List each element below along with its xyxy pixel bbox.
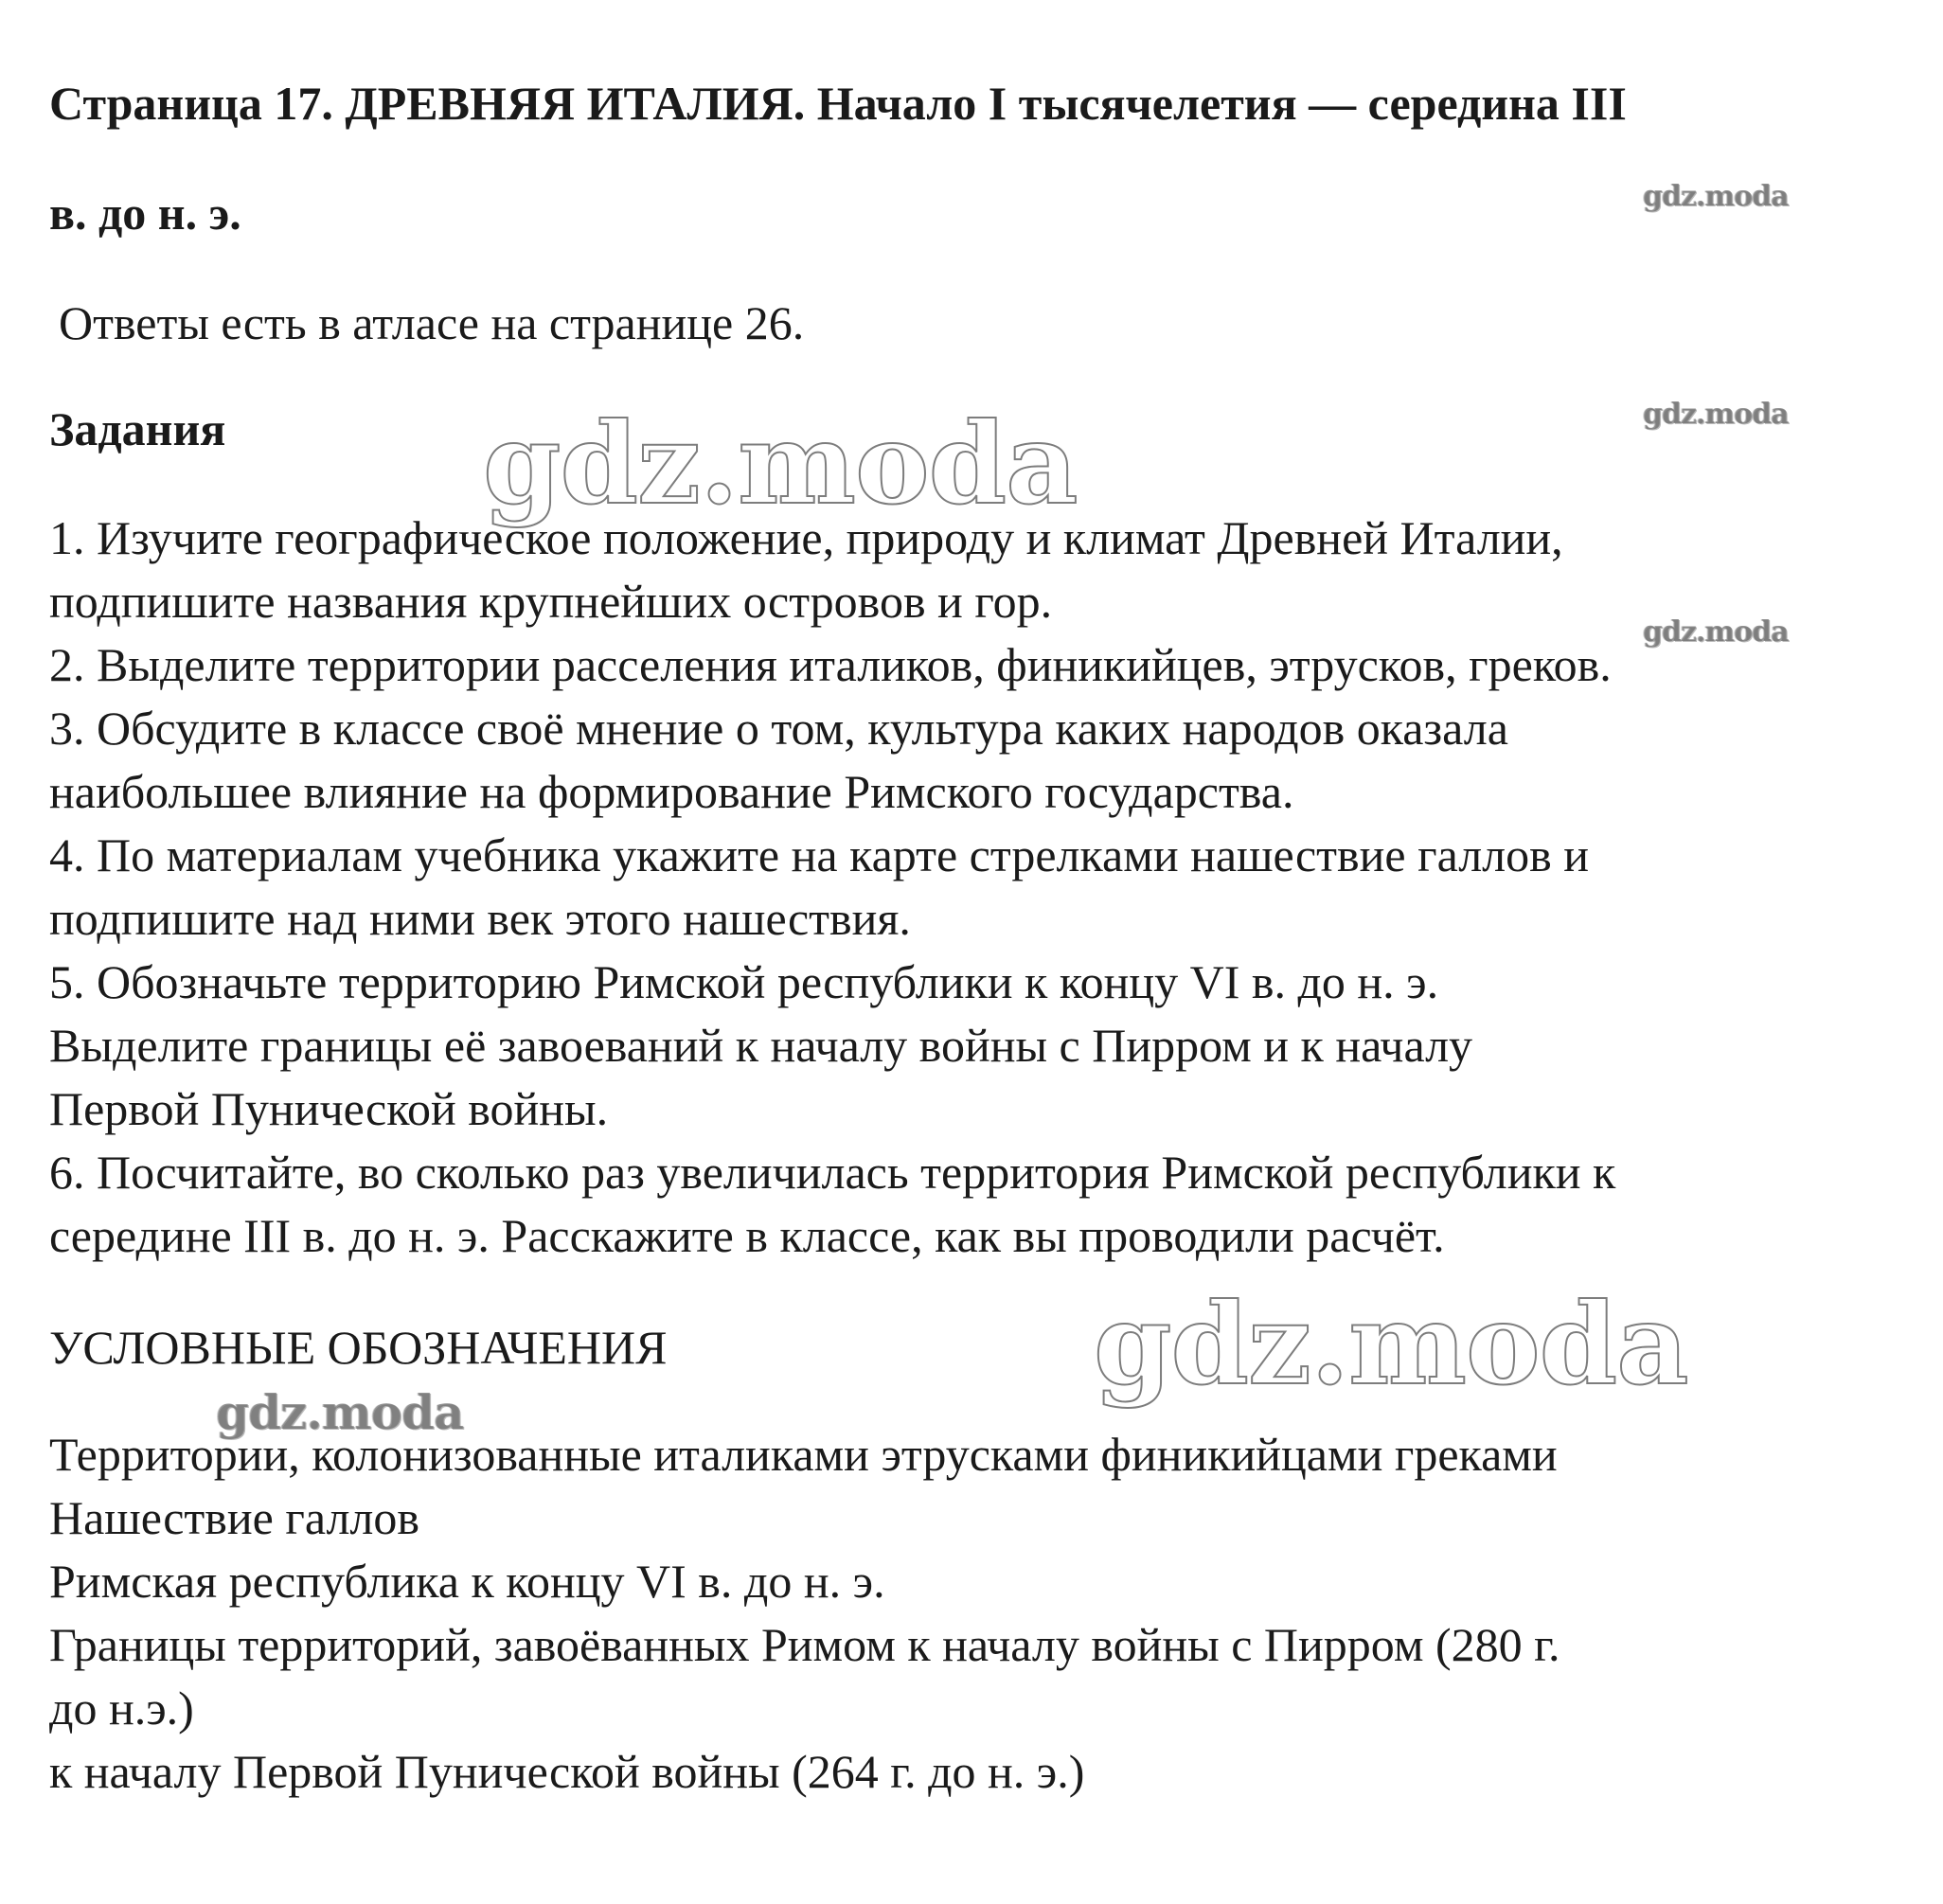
legend-item-punic-war-borders: к началу Первой Пунической войны (264 г. до н. э.)	[49, 1745, 1085, 1798]
task-item-6: 6. Посчитайте, во сколько раз увеличилась территория Римской республики к середине III в. до н. э. Расскажите в классе, как вы проводили расчёт.	[49, 1146, 1616, 1262]
task-item-3: 3. Обсудите в классе своё мнение о том, культура каких народов оказала наибольшее влияние на формирование Римского государства.	[49, 702, 1508, 818]
watermark: gdz.moda	[1643, 398, 1789, 431]
task-item-2: 2. Выделите территории расселения италиков, финикийцев, этрусков, греков.	[49, 638, 1612, 691]
legend-item-territories: Территории, колонизованные италиками этрусками финикийцами греками	[49, 1428, 1558, 1481]
legend-item-roman-republic: Римская республика к концу VI в. до н. э.	[49, 1555, 885, 1608]
task-item-5: 5. Обозначьте территорию Римской республики к концу VI в. до н. э. Выделите границы её завоеваний к началу войны с Пирром и к началу Первой Пунической войны.	[49, 955, 1473, 1135]
task-item-1: 1. Изучите географическое положение, природу и климат Древней Италии, подпишите названия крупнейших островов и гор.	[49, 511, 1563, 628]
watermark: gdz.moda	[1643, 180, 1789, 213]
task-item-4: 4. По материалам учебника укажите на карте стрелками нашествие галлов и подпишите над ними век этого нашествия.	[49, 828, 1590, 945]
legend-item-gauls-invasion: Нашествие галлов	[49, 1491, 419, 1544]
watermark: gdz.moda	[216, 1384, 464, 1440]
intro-text: Ответы есть в атласе на странице 26.	[59, 296, 805, 349]
page-title-continuation: в. до н. э.	[49, 187, 241, 240]
page-title: Страница 17. ДРЕВНЯЯ ИТАЛИЯ. Начало I тысячелетия — середина III	[49, 77, 1627, 130]
watermark: gdz.moda	[1643, 615, 1789, 649]
tasks-heading: Задания	[49, 402, 226, 455]
legend-item-pyrrhus-borders: Границы территорий, завоёванных Римом к началу войны с Пирром (280 г. до н.э.)	[49, 1618, 1560, 1735]
watermark: gdz.moda	[1094, 1278, 1688, 1410]
legend-list	[49, 1423, 1924, 1804]
legend-heading: УСЛОВНЫЕ ОБОЗНАЧЕНИЯ	[49, 1321, 668, 1374]
watermark: gdz.moda	[483, 398, 1078, 529]
